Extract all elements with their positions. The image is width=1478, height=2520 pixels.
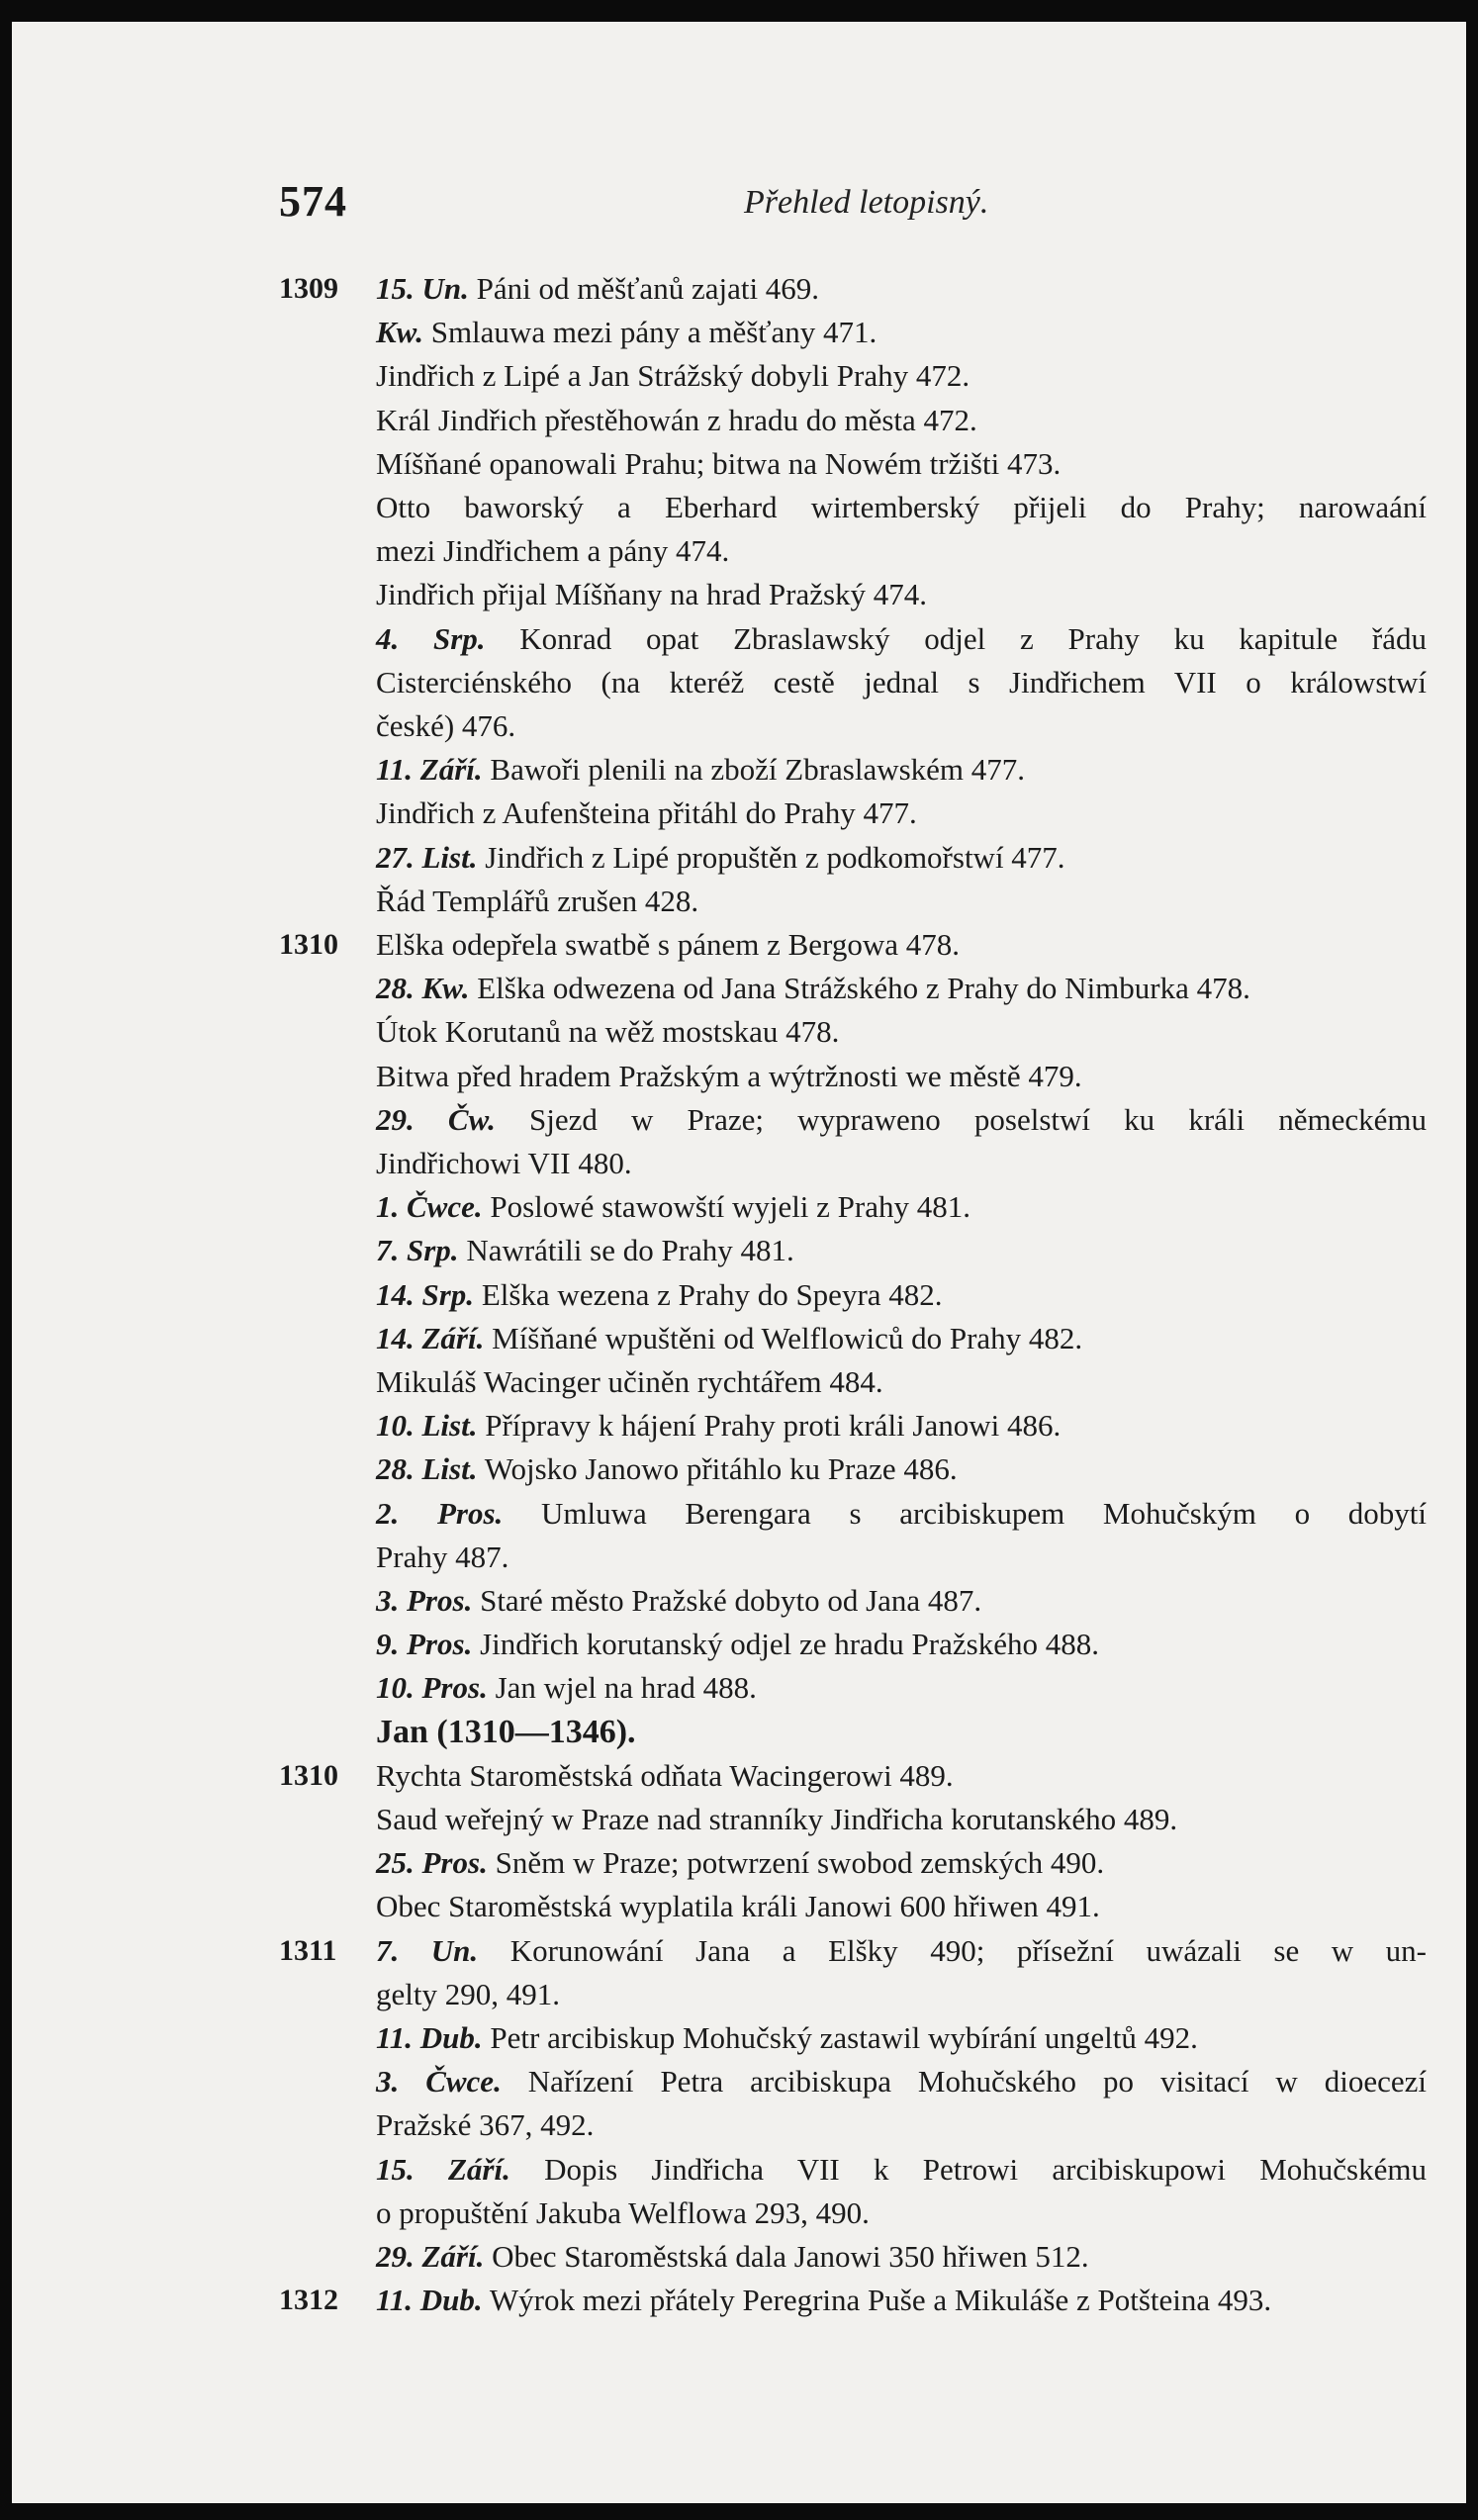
chronicle-line: [12, 399, 1466, 442]
chronicle-line: [12, 267, 1466, 311]
chronicle-line: [12, 1098, 1466, 1142]
chronicle-line: [12, 1010, 1466, 1054]
date-label: Kw.: [376, 315, 423, 349]
entry-body: Umluwa Berengara s arcibiskupem Mohučským o dobytí: [540, 1496, 1427, 1531]
date-label: 27. List.: [376, 840, 478, 875]
chronicle-line: [12, 442, 1466, 486]
entry-body: gelty 290, 491.: [376, 1977, 560, 2011]
chronicle-line: [12, 2103, 1466, 2147]
chronicle-line: [12, 2060, 1466, 2103]
entry-text: [376, 1929, 1427, 1973]
date-label: 3. Pros.: [376, 1583, 473, 1618]
date-label: 9. Pros.: [376, 1627, 473, 1661]
entry-body: Král Jindřich přestěhowán z hradu do města 472.: [376, 403, 977, 437]
chronicle-line: [12, 1229, 1466, 1272]
entry-body: Jan wjel na hrad 488.: [495, 1670, 757, 1705]
entry-text: [376, 2060, 1427, 2103]
chronicle-line: [12, 1536, 1466, 1579]
entry-body: Wojsko Janowo přitáhlo ku Praze 486.: [484, 1451, 958, 1486]
entry-body: Sněm w Praze; potwrzení swobod zemských 490.: [495, 1845, 1105, 1880]
chronicle-line: [12, 1754, 1466, 1798]
chronicle-line: [12, 923, 1466, 967]
chronicle-line: [12, 486, 1466, 529]
chronicle-line: [12, 1404, 1466, 1447]
entry-text: [376, 1885, 1427, 1928]
entry-body: Korunowání Jana a Elšky 490; přísežní uwázali se w un-: [509, 1933, 1427, 1968]
entry-body: Elška odwezena od Jana Strážského z Prahy do Nimburka 478.: [477, 971, 1250, 1005]
page-number: 574: [279, 177, 347, 226]
entry-text: [376, 1317, 1427, 1360]
chronicle-line: [12, 354, 1466, 398]
entry-text: [376, 311, 1427, 354]
date-label: 3. Čwce.: [376, 2064, 502, 2099]
entry-body: Přípravy k hájení Prahy proti králi Janowi 486.: [485, 1408, 1062, 1443]
entry-body: Elška odepřela swatbě s pánem z Bergowa 478.: [376, 927, 960, 962]
entry-body: Dopis Jindřicha VII k Petrowi arcibiskupowi Mohučskému: [544, 2152, 1427, 2187]
chronicle-line: [12, 1666, 1466, 1710]
entry-text: [376, 442, 1427, 486]
chronicle-line: [12, 1885, 1466, 1928]
entry-text: [376, 2103, 1427, 2147]
date-label: 29. Září.: [376, 2239, 485, 2274]
entry-body: Petr arcibiskup Mohučský zastawil wybírání ungeltů 492.: [490, 2020, 1198, 2055]
entry-text: [376, 880, 1427, 923]
chronicle-line: [12, 1273, 1466, 1317]
entry-body: Nařízení Petra arcibiskupa Mohučského po visitací w dioecezí: [527, 2064, 1428, 2099]
date-label: 1. Čwce.: [376, 1189, 483, 1224]
entry-text: [376, 967, 1427, 1010]
chronicle-line: [12, 1711, 1466, 1754]
year-marker: 1311: [279, 1934, 337, 1967]
date-label: 29. Čw.: [376, 1102, 496, 1137]
chronicle-line: [12, 1841, 1466, 1885]
date-label: 28. List.: [376, 1451, 478, 1486]
year-marker: 1312: [279, 2284, 338, 2316]
chronicle-line: [12, 1447, 1466, 1491]
entry-body: Elška wezena z Prahy do Speyra 482.: [481, 1277, 943, 1312]
entry-text: [376, 2148, 1427, 2192]
entry-text: [376, 1142, 1427, 1185]
entry-body: Rychta Staroměstská odňata Wacingerowi 489.: [376, 1758, 954, 1793]
year-marker: 1310: [279, 1759, 338, 1792]
entry-body: Poslowé stawowští wyjeli z Prahy 481.: [490, 1189, 971, 1224]
entry-body: Míšňané opanowali Prahu; bitwa na Nowém tržišti 473.: [376, 446, 1062, 481]
chronicle-line: [12, 1623, 1466, 1666]
chronicle-line: [12, 967, 1466, 1010]
chronicle-line: [12, 2279, 1466, 2322]
year-marker: 1309: [279, 272, 338, 305]
entry-body: o propuštění Jakuba Welflowa 293, 490.: [376, 2195, 870, 2230]
entry-text: [376, 1229, 1427, 1272]
entry-body: Pražské 367, 492.: [376, 2107, 595, 2142]
entry-body: Jan (1310—1346).: [376, 1714, 636, 1750]
chronicle-line: [12, 2016, 1466, 2060]
entry-text: [376, 1798, 1427, 1841]
entry-body: Jindřich přijal Míšňany na hrad Pražský 474.: [376, 577, 928, 611]
chronicle-line: [12, 617, 1466, 661]
entry-body: Cisterciénského (na kteréž cestě jednal s Jindřichem VII o králowstwí: [376, 665, 1427, 700]
entry-body: Mikuláš Wacinger učiněn rychtářem 484.: [376, 1364, 883, 1399]
date-label: 11. Dub.: [376, 2283, 483, 2317]
chronicle-line: [12, 1142, 1466, 1185]
entry-body: české) 476.: [376, 708, 516, 743]
entry-text: [376, 1666, 1427, 1710]
entry-text: [376, 1754, 1427, 1798]
entry-body: Páni od měšťanů zajati 469.: [476, 271, 820, 306]
entry-text: [376, 617, 1427, 661]
entry-text: [376, 1579, 1427, 1623]
entry-body: Wýrok mezi přátely Peregrina Puše a Mikuláše z Potšteina 493.: [489, 2283, 1272, 2317]
chronicle-line: [12, 792, 1466, 835]
date-label: 11. Září.: [376, 752, 483, 787]
chronicle-line: [12, 880, 1466, 923]
entry-body: Jindřich korutanský odjel ze hradu Pražského 488.: [480, 1627, 1099, 1661]
entry-text: [376, 748, 1427, 792]
entry-text: [376, 1404, 1427, 1447]
entry-body: Smlauwa mezi pány a měšťany 471.: [430, 315, 878, 349]
entry-body: Jindřich z Lipé a Jan Strážský dobyli Prahy 472.: [376, 358, 970, 393]
chronicle-line: [12, 2235, 1466, 2279]
page-header: [279, 166, 1031, 235]
entry-text: [376, 923, 1427, 967]
entry-body: Otto baworský a Eberhard wirtemberský přijeli do Prahy; narowaání: [376, 490, 1427, 524]
entry-text: [376, 529, 1427, 573]
date-label: 7. Un.: [376, 1933, 479, 1968]
entry-body: Jindřichowi VII 480.: [376, 1146, 632, 1180]
entry-body: Řád Templářů zrušen 428.: [376, 884, 699, 918]
entry-body: Míšňané wpuštěni od Welflowiců do Prahy 482.: [492, 1321, 1083, 1355]
entry-text: [376, 1492, 1427, 1536]
entry-text: [376, 792, 1427, 835]
chronicle-line: [12, 2148, 1466, 2192]
entry-text: [376, 704, 1427, 748]
entry-text: [376, 1185, 1427, 1229]
entry-body: Jindřich z Aufenšteina přitáhl do Prahy 477.: [376, 795, 917, 830]
entry-body: Bawoři plenili na zboží Zbraslawském 477.: [490, 752, 1026, 787]
entry-body: Staré město Pražské dobyto od Jana 487.: [480, 1583, 982, 1618]
entry-text: [376, 1536, 1427, 1579]
entry-text: [376, 1841, 1427, 1885]
date-label: 7. Srp.: [376, 1233, 459, 1267]
section-heading: [376, 1711, 1427, 1754]
entry-body: mezi Jindřichem a pány 474.: [376, 533, 730, 568]
entry-body: Sjezd w Praze; wypraweno poselstwí ku králi německému: [529, 1102, 1428, 1137]
chronicle-line: [12, 1798, 1466, 1841]
entry-text: [376, 399, 1427, 442]
entry-text: [376, 2235, 1427, 2279]
date-label: 14. Září.: [376, 1321, 485, 1355]
chronicle-line: [12, 1185, 1466, 1229]
entry-body: Konrad opat Zbraslawský odjel z Prahy ku kapitule řádu: [519, 621, 1427, 656]
entry-text: [376, 661, 1427, 704]
date-label: 10. List.: [376, 1408, 478, 1443]
entry-body: Obec Staroměstská dala Janowi 350 hřiwen 512.: [492, 2239, 1089, 2274]
year-marker: 1310: [279, 928, 338, 961]
date-label: 10. Pros.: [376, 1670, 488, 1705]
entry-body: Saud weřejný w Praze nad stranníky Jindřicha korutanského 489.: [376, 1802, 1178, 1836]
date-label: 4. Srp.: [376, 621, 486, 656]
chronicle-line: [12, 529, 1466, 573]
chronicle-line: [12, 1360, 1466, 1404]
date-label: 2. Pros.: [376, 1496, 504, 1531]
entry-text: [376, 2016, 1427, 2060]
entry-text: [376, 267, 1427, 311]
chronicle-line: [12, 836, 1466, 880]
entry-text: [376, 1010, 1427, 1054]
chronicle-line: [12, 1055, 1466, 1098]
chronicle-line: [12, 2192, 1466, 2235]
entry-text: [376, 486, 1427, 529]
running-title: Přehled letopisný.: [744, 184, 989, 221]
entry-body: Obec Staroměstská wyplatila králi Janowi 600 hřiwen 491.: [376, 1889, 1100, 1923]
chronicle-line: [12, 1973, 1466, 2016]
entry-body: Nawrátili se do Prahy 481.: [466, 1233, 794, 1267]
chronicle-line: [12, 573, 1466, 616]
chronicle-line: [12, 748, 1466, 792]
entry-text: [376, 1055, 1427, 1098]
entry-text: [376, 1623, 1427, 1666]
entry-text: [376, 1447, 1427, 1491]
date-label: 25. Pros.: [376, 1845, 488, 1880]
entry-body: Jindřich z Lipé propuštěn z podkomořstwí 477.: [485, 840, 1065, 875]
date-label: 28. Kw.: [376, 971, 470, 1005]
chronicle-line: [12, 1492, 1466, 1536]
entry-text: [376, 1973, 1427, 2016]
chronicle-line: [12, 1929, 1466, 1973]
entry-body: Bitwa před hradem Pražským a wýtržnosti we městě 479.: [376, 1059, 1082, 1093]
entry-body: Útok Korutanů na wěž mostskau 478.: [376, 1014, 840, 1049]
date-label: 15. Září.: [376, 2152, 510, 2187]
chronicle-line: [12, 311, 1466, 354]
entry-text: [376, 1360, 1427, 1404]
chronicle-line: [12, 1579, 1466, 1623]
entry-text: [376, 354, 1427, 398]
date-label: 15. Un.: [376, 271, 469, 306]
chronicle-line: [12, 1317, 1466, 1360]
entry-text: [376, 1098, 1427, 1142]
entry-text: [376, 2279, 1427, 2322]
entry-text: [376, 2192, 1427, 2235]
date-label: 11. Dub.: [376, 2020, 483, 2055]
entry-text: [376, 573, 1427, 616]
entry-body: Prahy 487.: [376, 1540, 509, 1574]
chronicle-line: [12, 661, 1466, 704]
book-page: [12, 22, 1466, 2503]
entry-text: [376, 1273, 1427, 1317]
entry-text: [376, 836, 1427, 880]
date-label: 14. Srp.: [376, 1277, 475, 1312]
chronicle-line: [12, 704, 1466, 748]
